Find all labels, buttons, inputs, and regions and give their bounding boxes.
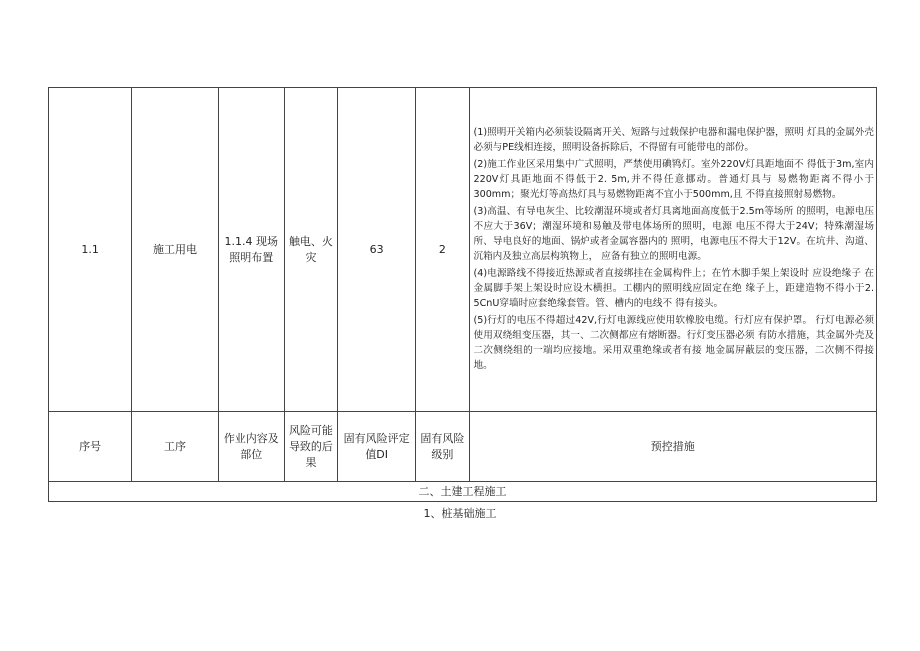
- measure-1: (1)照明开关箱内必须装设隔离开关、短路与过载保护电器和漏电保护器，照明 灯具的金属外壳必须与PE线相连接，照明设备拆除后，不得留有可能带电的部份。: [473, 126, 874, 153]
- risk-control-table: [48, 87, 877, 502]
- header-risk-value: 固有风险评定值DI: [338, 412, 416, 482]
- row-measures: [469, 88, 877, 412]
- header-risk-level: 固有风险级别: [416, 412, 469, 482]
- row-process: 施工用电: [132, 88, 218, 412]
- subsection-title: 1、桩基础施工: [423, 507, 497, 520]
- header-row: [49, 412, 877, 482]
- measure-4: (4)电源路线不得接近热源或者直接绑挂在金属构件上；在竹木脚手架上架设时 应设绝缘子 在金属脚手架上架设时应设木横担。工棚内的照明线应固定在绝 缘子上，距建造物不得小于2. 5CnU穿墙时应套绝缘套管。管、槽内的电线不 得有接头。: [473, 267, 874, 309]
- header-consequence: 风险可能导致的后果: [284, 412, 337, 482]
- row-seq: 1.1: [49, 88, 132, 412]
- row-risk-value: 63: [338, 88, 416, 412]
- table-row: [49, 88, 877, 412]
- row-location: 1.1.4 现场照明布置: [218, 88, 284, 412]
- row-consequence: 触电、火灾: [284, 88, 337, 412]
- measure-3: (3)高温、有导电灰尘、比较潮湿环境或者灯具离地面高度低于2.5m等场所 的照明，电源电压不应大于36V；潮湿环境和易触及带电体场所的照明，电源 电压不得大于24V；特殊潮湿场所、导电良好的地面、锅炉或者金属容器内的 照明，电源电压不得大于12V。在坑井、沟道、沉箱内及独立高层构筑物上， 应备有独立的照明电源。: [473, 205, 874, 262]
- header-process: 工序: [132, 412, 218, 482]
- header-seq: 序号: [49, 412, 132, 482]
- row-risk-level: 2: [416, 88, 469, 412]
- section-row: [49, 482, 877, 502]
- header-measures: 预控措施: [469, 412, 877, 482]
- section-title: 二、土建工程施工: [49, 482, 877, 502]
- header-location: 作业内容及部位: [218, 412, 284, 482]
- measure-2: (2)施工作业区采用集中广式照明，严禁使用碘鸨灯。室外220V灯具距地面不 得低于3m,室内220V灯具距地面不得低于2. 5m,并不得任意挪动。普通灯具与 易燃物距离不得小于300mm；聚光灯等高热灯具与易燃物距离不宜小于500mm,且 不得直接照射易燃物。: [473, 158, 874, 200]
- measure-5: (5)行灯的电压不得超过42V,行灯电源线应使用软橡胶电缆。行灯应有保护罩。 行灯电源必须使用双绕组变压器，其一、二次侧都应有熔断器。行灯变压器必须 有防水措施，其金属外壳及二次侧绕组的一端均应接地。采用双重绝缘或者有接 地金属屏蔽层的变压器，二次侧不得接地。: [473, 314, 874, 371]
